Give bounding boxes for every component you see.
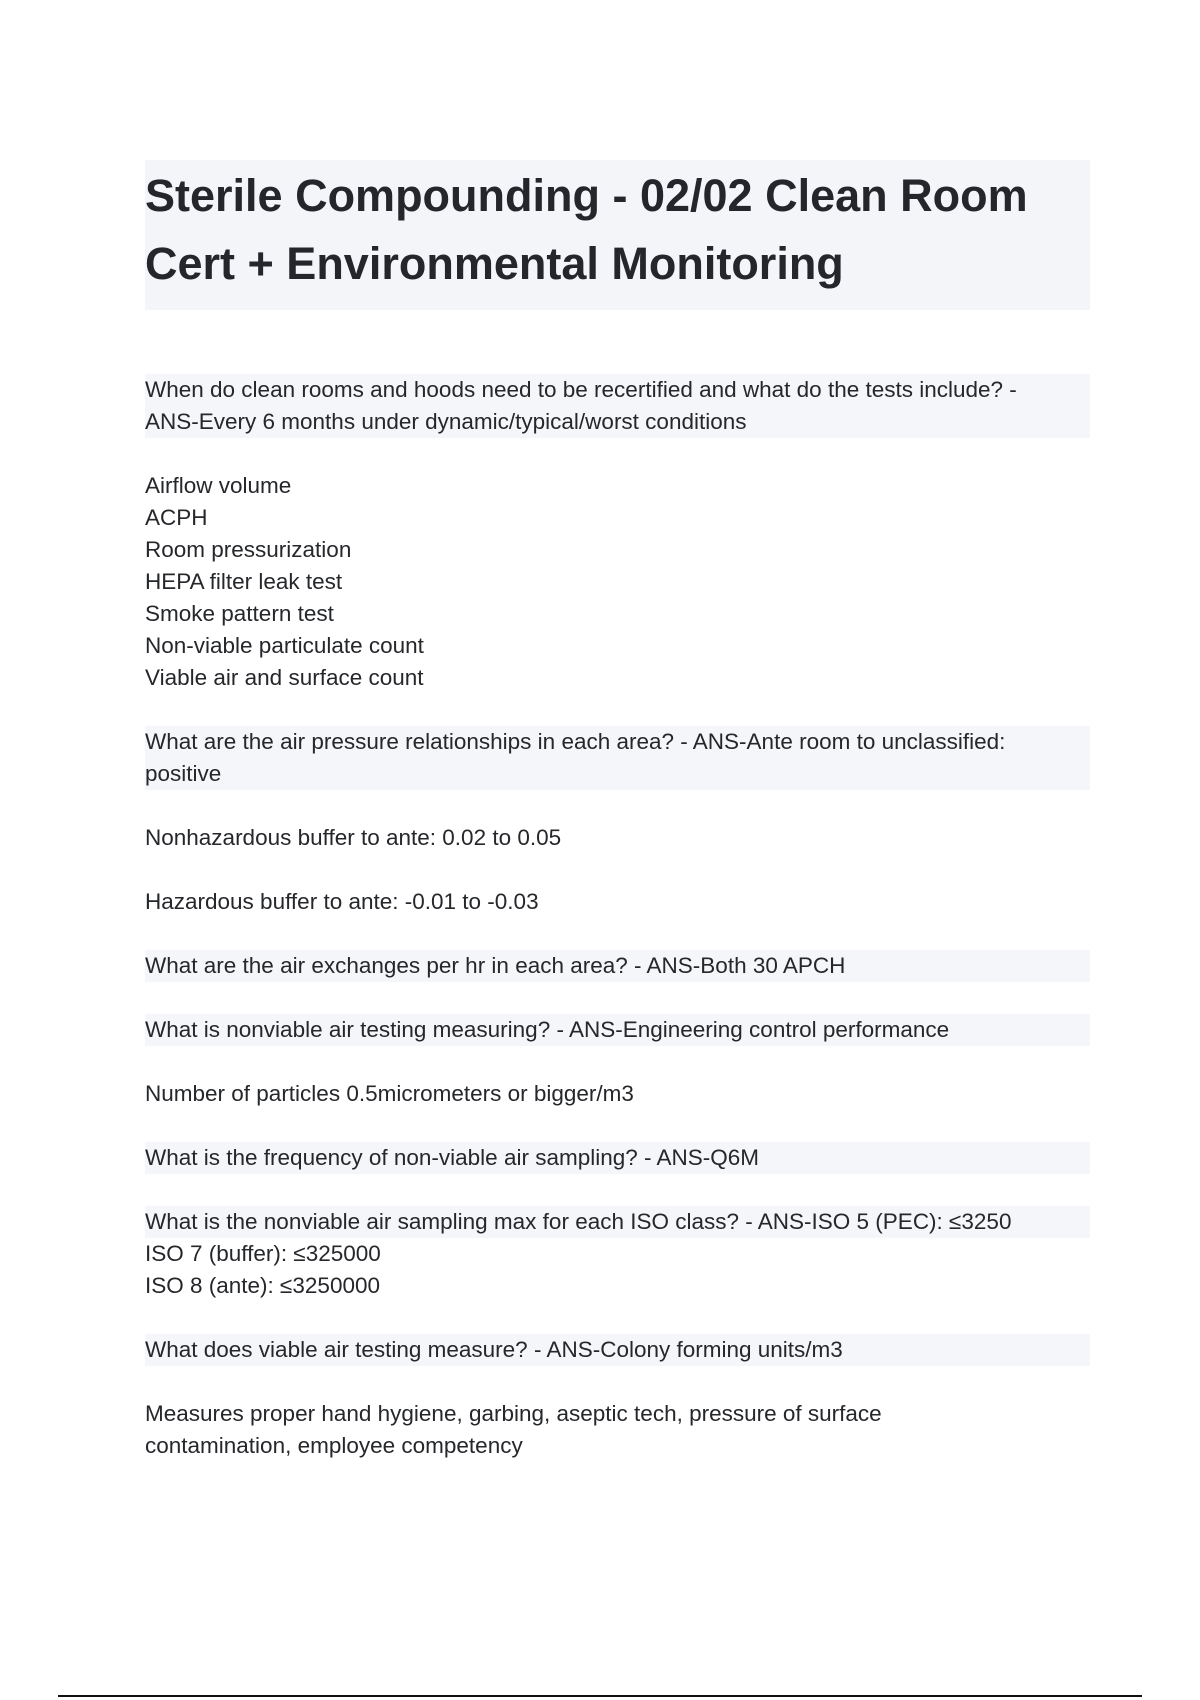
list-item: Non-viable particulate count — [145, 633, 424, 658]
text-line: What are the air pressure relationships in each area? - ANS-Ante room to unclassified: — [145, 726, 1090, 758]
qa-recertification — [145, 374, 1090, 438]
title-line-2: Cert + Environmental Monitoring — [145, 238, 844, 289]
text-line: ISO 7 (buffer): ≤325000 — [145, 1241, 381, 1266]
text-line: What is nonviable air testing measuring? - ANS-Engineering control performance — [145, 1014, 1090, 1046]
list-item: Viable air and surface count — [145, 665, 424, 690]
list-item: Smoke pattern test — [145, 601, 334, 626]
text-line: What are the air exchanges per hr in each area? - ANS-Both 30 APCH — [145, 950, 1090, 982]
text-line: Measures proper hand hygiene, garbing, aseptic tech, pressure of surface — [145, 1401, 882, 1426]
title-block — [145, 160, 1090, 310]
qa-iso-class-max — [145, 1206, 1090, 1302]
hazardous-pressure — [145, 886, 1090, 918]
qa-sampling-frequency — [145, 1142, 1090, 1174]
text-line: When do clean rooms and hoods need to be recertified and what do the tests include? - — [145, 374, 1090, 406]
list-item: HEPA filter leak test — [145, 569, 343, 594]
list-item: ACPH — [145, 505, 208, 530]
qa-air-exchanges — [145, 950, 1090, 982]
document-content — [145, 374, 1090, 1462]
document-page — [145, 160, 1090, 1494]
text-line: What is the nonviable air sampling max for each ISO class? - ANS-ISO 5 (PEC): ≤3250 — [145, 1206, 1090, 1238]
text-line: contamination, employee competency — [145, 1433, 523, 1458]
text-line: ISO 8 (ante): ≤3250000 — [145, 1273, 380, 1298]
text-line: positive — [145, 758, 1090, 790]
qa-air-pressure — [145, 726, 1090, 790]
qa-nonviable-testing — [145, 1014, 1090, 1046]
text-line: Hazardous buffer to ante: -0.01 to -0.03 — [145, 889, 539, 914]
particle-count-note — [145, 1078, 1090, 1110]
text-line: What does viable air testing measure? - ANS-Colony forming units/m3 — [145, 1334, 1090, 1366]
text-line: What is the frequency of non-viable air sampling? - ANS-Q6M — [145, 1142, 1090, 1174]
nonhazardous-pressure — [145, 822, 1090, 854]
document-title — [145, 162, 1090, 298]
qa-viable-testing — [145, 1334, 1090, 1366]
test-list — [145, 470, 1090, 694]
text-line: Nonhazardous buffer to ante: 0.02 to 0.05 — [145, 825, 562, 850]
viable-testing-measures — [145, 1398, 1090, 1462]
list-item: Airflow volume — [145, 473, 292, 498]
page-bottom-divider — [58, 1695, 1142, 1697]
text-line: ANS-Every 6 months under dynamic/typical/worst conditions — [145, 406, 1090, 438]
text-line: Number of particles 0.5micrometers or bigger/m3 — [145, 1081, 634, 1106]
title-line-1: Sterile Compounding - 02/02 Clean Room — [145, 170, 1028, 221]
list-item: Room pressurization — [145, 537, 352, 562]
